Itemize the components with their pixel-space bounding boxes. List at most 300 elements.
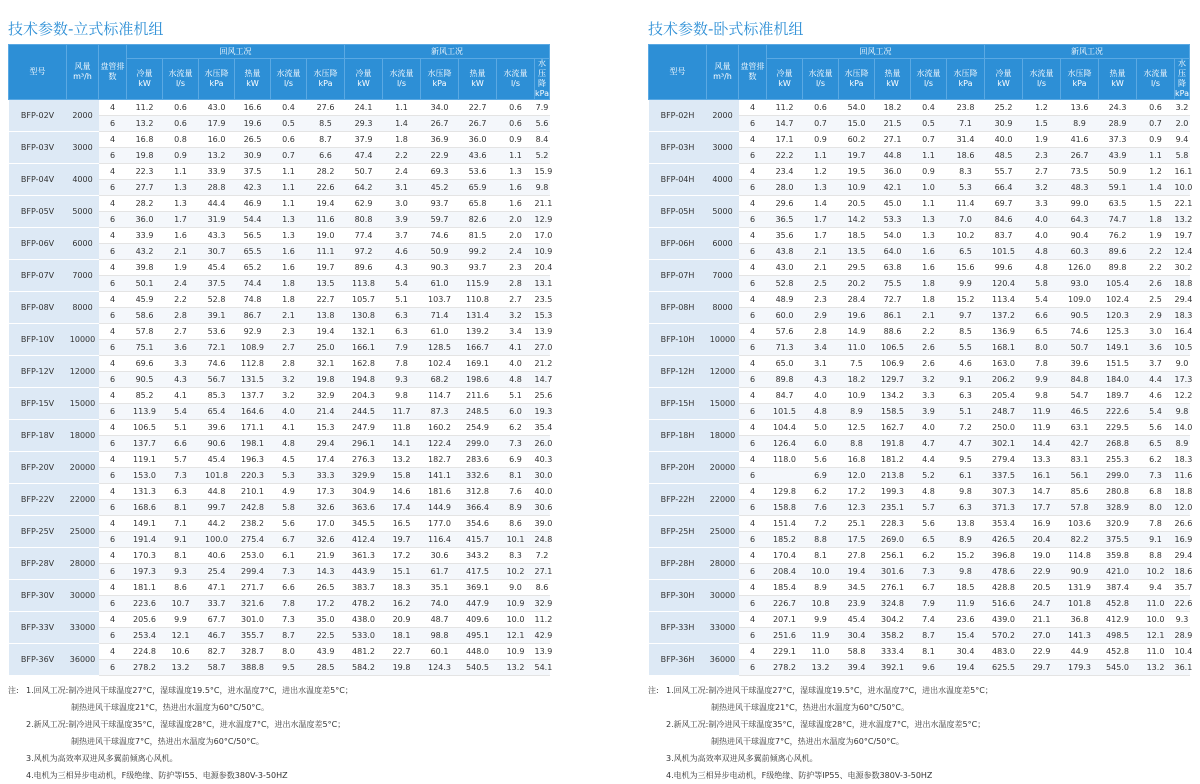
value-cell: 15.1 [383,564,421,580]
value-cell: 18.8 [1175,484,1190,500]
value-cell: 1.4 [1137,180,1175,196]
value-cell: 3.9 [911,404,947,420]
notes [8,682,550,784]
value-cell: 211.6 [459,388,497,404]
value-cell: 17.4 [307,452,345,468]
notes [648,682,1190,784]
value-cell: 7.6 [497,484,535,500]
value-cell: 3.7 [383,228,421,244]
airflow-cell: 33000 [707,612,739,644]
value-cell: 19.4 [947,660,985,676]
value-cell: 48.3 [1061,180,1099,196]
airflow-cell: 10000 [707,324,739,356]
value-cell: 6.7 [271,532,307,548]
value-cell: 182.7 [421,452,459,468]
value-cell: 296.1 [345,436,383,452]
value-cell: 19.7 [383,532,421,548]
table-row [9,356,550,372]
header-heating-label: 热量 [469,69,486,78]
airflow-cell: 12000 [707,356,739,388]
value-cell: 24.3 [1099,100,1137,116]
value-cell: 101.8 [1061,596,1099,612]
value-cell: 1.5 [1137,196,1175,212]
note-line [8,716,550,733]
value-cell: 106.5 [875,340,911,356]
table-row [649,612,1190,628]
value-cell: 9.0 [497,580,535,596]
value-cell: 185.2 [767,532,803,548]
value-cell: 58.8 [839,644,875,660]
value-cell: 7.1 [947,116,985,132]
value-cell: 7.9 [383,340,421,356]
value-cell: 8.0 [1137,500,1175,516]
value-cell: 36.0 [875,164,911,180]
value-cell: 14.1 [383,436,421,452]
value-cell: 1.8 [383,132,421,148]
value-cell: 7.9 [535,100,550,116]
note-text: 制热进风干球温度21°C，热进出水温度为60°C/50°C。 [711,703,909,712]
value-cell: 82.6 [459,212,497,228]
value-cell: 68.2 [421,372,459,388]
value-cell: 0.9 [163,148,199,164]
value-cell: 19.7 [839,148,875,164]
header-heating [235,59,271,100]
value-cell: 29.4 [307,436,345,452]
value-cell: 4.0 [1023,228,1061,244]
value-cell: 16.0 [199,132,235,148]
value-cell: 9.8 [1175,404,1190,420]
model-cell: BFP-22V [9,484,67,516]
value-cell: 89.6 [345,260,383,276]
value-cell: 15.6 [947,260,985,276]
value-cell: 1.2 [803,164,839,180]
value-cell: 478.6 [985,564,1023,580]
coil-rows-cell: 6 [739,244,767,260]
header-cooling [985,59,1023,100]
value-cell: 3.7 [1137,356,1175,372]
value-cell: 10.2 [497,564,535,580]
value-cell: 6.3 [383,308,421,324]
table-row [649,356,1190,372]
value-cell: 9.8 [1023,388,1061,404]
value-cell: 4.8 [1023,260,1061,276]
value-cell: 1.7 [803,228,839,244]
header-heating-label: 热量 [1109,69,1126,78]
value-cell: 222.6 [1099,404,1137,420]
vertical-unit-spec-panel [8,0,553,784]
model-cell: BFP-10V [9,324,67,356]
value-cell: 18.3 [383,580,421,596]
value-cell: 113.8 [345,276,383,292]
value-cell: 46.9 [235,196,271,212]
value-cell: 10.9 [535,244,550,260]
value-cell: 10.0 [803,564,839,580]
value-cell: 19.4 [307,196,345,212]
value-cell: 30.4 [947,644,985,660]
value-cell: 2.4 [163,276,199,292]
value-cell: 2.7 [1023,164,1061,180]
value-cell: 42.9 [535,628,550,644]
value-cell: 25.2 [985,100,1023,116]
value-cell: 46.5 [1061,404,1099,420]
value-cell: 141.3 [1061,628,1099,644]
header-water-flow-unit: l/s [923,79,934,88]
value-cell: 55.7 [985,164,1023,180]
value-cell: 8.1 [163,500,199,516]
header-pressure-drop-unit: kPa [209,79,224,88]
model-cell: BFP-18V [9,420,67,452]
model-cell: BFP-05H [649,196,707,228]
model-cell: BFP-02V [9,100,67,132]
value-cell: 533.0 [345,628,383,644]
note-text: 3.风机为高效率双进风多翼前倾离心风机。 [666,754,818,763]
value-cell: 7.3 [163,468,199,484]
value-cell: 247.9 [345,420,383,436]
value-cell: 19.0 [1023,548,1061,564]
value-cell: 396.8 [985,548,1023,564]
value-cell: 6.8 [1137,484,1175,500]
header-water-flow-label: 水流量 [1029,69,1054,78]
value-cell: 18.2 [839,372,875,388]
value-cell: 103.7 [421,292,459,308]
value-cell: 2.2 [1137,260,1175,276]
value-cell: 7.8 [1023,356,1061,372]
value-cell: 8.5 [947,324,985,340]
model-cell: BFP-33H [649,612,707,644]
value-cell: 108.9 [235,340,271,356]
table-row [9,196,550,212]
value-cell: 3.6 [163,340,199,356]
airflow-cell: 22000 [67,484,99,516]
value-cell: 1.9 [1137,228,1175,244]
value-cell: 223.6 [127,596,163,612]
value-cell: 5.8 [1175,148,1190,164]
model-cell: BFP-12H [649,356,707,388]
value-cell: 17.5 [839,532,875,548]
airflow-cell: 4000 [707,164,739,196]
value-cell: 90.6 [199,436,235,452]
value-cell: 92.9 [235,324,271,340]
value-cell: 1.3 [163,180,199,196]
value-cell: 90.9 [1061,564,1099,580]
value-cell: 45.2 [421,180,459,196]
header-heating [1099,59,1137,100]
airflow-cell: 28000 [67,548,99,580]
value-cell: 13.2 [383,452,421,468]
value-cell: 3.1 [383,180,421,196]
value-cell: 7.5 [839,356,875,372]
value-cell: 32.9 [535,596,550,612]
value-cell: 20.4 [1023,532,1061,548]
coil-rows-cell: 6 [99,244,127,260]
coil-rows-cell: 6 [739,372,767,388]
value-cell: 2.3 [497,260,535,276]
value-cell: 122.4 [421,436,459,452]
value-cell: 151.4 [767,516,803,532]
coil-rows-cell: 4 [739,580,767,596]
value-cell: 276.1 [875,580,911,596]
value-cell: 103.6 [1061,516,1099,532]
table-row [649,132,1190,148]
airflow-cell: 28000 [707,548,739,580]
value-cell: 8.8 [803,532,839,548]
value-cell: 54.7 [1061,388,1099,404]
value-cell: 345.5 [345,516,383,532]
value-cell: 17.1 [767,132,803,148]
value-cell: 8.4 [535,132,550,148]
value-cell: 40.6 [199,548,235,564]
value-cell: 126.4 [767,436,803,452]
value-cell: 30.6 [535,500,550,516]
note-text: 1.回风工况:制冷进风干球温度27°C，湿球温度19.5°C，进水温度7°C，进出水温度差5°C； [666,686,993,695]
value-cell: 93.0 [1061,276,1099,292]
header-heating-unit: kW [471,79,484,88]
header-heating-label: 热量 [884,69,901,78]
value-cell: 90.5 [1061,308,1099,324]
value-cell: 23.4 [767,164,803,180]
value-cell: 12.0 [1175,500,1190,516]
value-cell: 0.6 [497,100,535,116]
value-cell: 102.4 [421,356,459,372]
value-cell: 5.4 [1137,404,1175,420]
model-cell: BFP-28H [649,548,707,580]
value-cell: 481.2 [345,644,383,660]
value-cell: 495.1 [459,628,497,644]
value-cell: 16.1 [1175,164,1190,180]
value-cell: 1.3 [911,228,947,244]
value-cell: 166.1 [345,340,383,356]
value-cell: 14.4 [1023,436,1061,452]
value-cell: 10.9 [497,644,535,660]
value-cell: 72.7 [875,292,911,308]
value-cell: 1.1 [497,148,535,164]
value-cell: 8.8 [839,436,875,452]
value-cell: 14.2 [839,212,875,228]
value-cell: 131.9 [1061,580,1099,596]
value-cell: 57.8 [127,324,163,340]
value-cell: 198.6 [459,372,497,388]
value-cell: 15.8 [383,468,421,484]
value-cell: 3.4 [497,324,535,340]
value-cell: 3.6 [1137,340,1175,356]
table-row [9,420,550,436]
header-water-flow-unit: l/s [510,79,521,88]
value-cell: 5.2 [535,148,550,164]
value-cell: 229.5 [1099,420,1137,436]
value-cell: 39.4 [839,660,875,676]
value-cell: 271.7 [235,580,271,596]
value-cell: 87.3 [421,404,459,420]
value-cell: 256.1 [875,548,911,564]
value-cell: 10.9 [839,180,875,196]
value-cell: 2.5 [803,276,839,292]
value-cell: 1.3 [497,164,535,180]
value-cell: 328.9 [1099,500,1137,516]
header-cooling-unit: kW [357,79,370,88]
value-cell: 151.5 [1099,356,1137,372]
value-cell: 50.9 [421,244,459,260]
value-cell: 5.6 [1137,420,1175,436]
value-cell: 3.2 [1175,100,1190,116]
value-cell: 11.9 [803,628,839,644]
value-cell: 23.6 [947,612,985,628]
note-text: 制热进风干球温度7°C，热进出水温度为60°C/50°C。 [71,737,264,746]
airflow-cell: 5000 [707,196,739,228]
value-cell: 204.3 [345,388,383,404]
header-airflow-unit: m³/h [73,72,92,81]
value-cell: 129.7 [875,372,911,388]
value-cell: 409.6 [459,612,497,628]
value-cell: 19.7 [1175,228,1190,244]
value-cell: 244.5 [345,404,383,420]
header-pressure-drop-label: 水压降 [313,69,338,78]
value-cell: 7.2 [535,548,550,564]
note-text: 3.风机为高效率双进风多翼前倾离心风机。 [26,754,178,763]
value-cell: 37.5 [235,164,271,180]
table-row [9,612,550,628]
value-cell: 74.6 [199,356,235,372]
value-cell: 1.7 [803,212,839,228]
value-cell: 2.5 [1137,292,1175,308]
coil-rows-cell: 6 [739,468,767,484]
value-cell: 570.2 [985,628,1023,644]
note-line [8,750,550,767]
value-cell: 9.8 [535,180,550,196]
value-cell: 275.4 [235,532,271,548]
value-cell: 48.7 [421,612,459,628]
value-cell: 31.4 [947,132,985,148]
value-cell: 168.6 [127,500,163,516]
value-cell: 328.7 [235,644,271,660]
value-cell: 44.9 [1061,644,1099,660]
value-cell: 2.3 [271,324,307,340]
airflow-cell: 2000 [67,100,99,132]
horizontal-unit-spec-panel [648,0,1193,784]
value-cell: 3.1 [803,356,839,372]
value-cell: 33.3 [307,468,345,484]
value-cell: 1.6 [163,228,199,244]
value-cell: 5.1 [383,292,421,308]
value-cell: 25.4 [199,564,235,580]
value-cell: 229.1 [767,644,803,660]
value-cell: 29.4 [1175,548,1190,564]
value-cell: 452.8 [1099,644,1137,660]
value-cell: 9.5 [947,452,985,468]
value-cell: 179.3 [1061,660,1099,676]
value-cell: 253.0 [235,548,271,564]
value-cell: 5.4 [163,404,199,420]
table-title: 技术参数-立式标准机组 [8,20,164,38]
header-pressure-drop [421,59,459,100]
value-cell: 40.0 [535,484,550,500]
value-cell: 6.5 [1137,436,1175,452]
value-cell: 9.9 [803,612,839,628]
header-water-flow [497,59,535,100]
value-cell: 196.3 [235,452,271,468]
value-cell: 198.1 [235,436,271,452]
header-pressure-drop [839,59,875,100]
coil-rows-cell: 4 [99,516,127,532]
value-cell: 1.9 [1023,132,1061,148]
value-cell: 63.1 [1061,420,1099,436]
value-cell: 12.9 [535,212,550,228]
value-cell: 74.0 [421,596,459,612]
value-cell: 2.3 [803,292,839,308]
coil-rows-cell: 4 [99,644,127,660]
header-water-flow-label: 水流量 [389,69,414,78]
model-cell: BFP-05V [9,196,67,228]
value-cell: 7.8 [383,356,421,372]
value-cell: 69.6 [127,356,163,372]
value-cell: 299.0 [1099,468,1137,484]
value-cell: 27.1 [535,564,550,580]
value-cell: 206.2 [985,372,1023,388]
value-cell: 5.6 [911,516,947,532]
value-cell: 158.5 [875,404,911,420]
value-cell: 12.3 [839,500,875,516]
value-cell: 29.3 [345,116,383,132]
value-cell: 205.6 [127,612,163,628]
note-line [648,699,1190,716]
value-cell: 4.8 [497,372,535,388]
value-cell: 5.3 [947,180,985,196]
value-cell: 4.1 [497,340,535,356]
value-cell: 17.2 [839,484,875,500]
value-cell: 86.7 [235,308,271,324]
value-cell: 69.7 [985,196,1023,212]
value-cell: 10.0 [1137,612,1175,628]
value-cell: 22.6 [1175,596,1190,612]
value-cell: 45.0 [875,196,911,212]
header-heating [875,59,911,100]
header-cooling-unit: kW [138,79,151,88]
value-cell: 14.6 [383,484,421,500]
value-cell: 1.6 [271,260,307,276]
value-cell: 141.1 [421,468,459,484]
airflow-cell: 18000 [707,420,739,452]
coil-rows-cell: 6 [739,276,767,292]
value-cell: 2.9 [803,308,839,324]
value-cell: 11.2 [127,100,163,116]
value-cell: 2.3 [1023,148,1061,164]
value-cell: 7.8 [1137,516,1175,532]
value-cell: 74.8 [235,292,271,308]
value-cell: 50.9 [1099,164,1137,180]
value-cell: 2.8 [271,356,307,372]
value-cell: 4.9 [271,484,307,500]
value-cell: 30.0 [535,468,550,484]
value-cell: 13.3 [1023,452,1061,468]
coil-rows-cell: 4 [99,612,127,628]
value-cell: 158.8 [767,500,803,516]
value-cell: 90.5 [127,372,163,388]
value-cell: 7.3 [911,564,947,580]
value-cell: 100.0 [199,532,235,548]
value-cell: 1.1 [383,100,421,116]
value-cell: 1.3 [271,228,307,244]
value-cell: 6.0 [803,436,839,452]
value-cell: 28.4 [839,292,875,308]
coil-rows-cell: 6 [99,404,127,420]
value-cell: 4.1 [271,420,307,436]
value-cell: 3.0 [383,196,421,212]
value-cell: 11.8 [383,420,421,436]
spec-table [648,44,1193,676]
table-row [9,100,550,116]
value-cell: 21.1 [535,196,550,212]
value-cell: 14.3 [307,564,345,580]
value-cell: 29.5 [839,260,875,276]
